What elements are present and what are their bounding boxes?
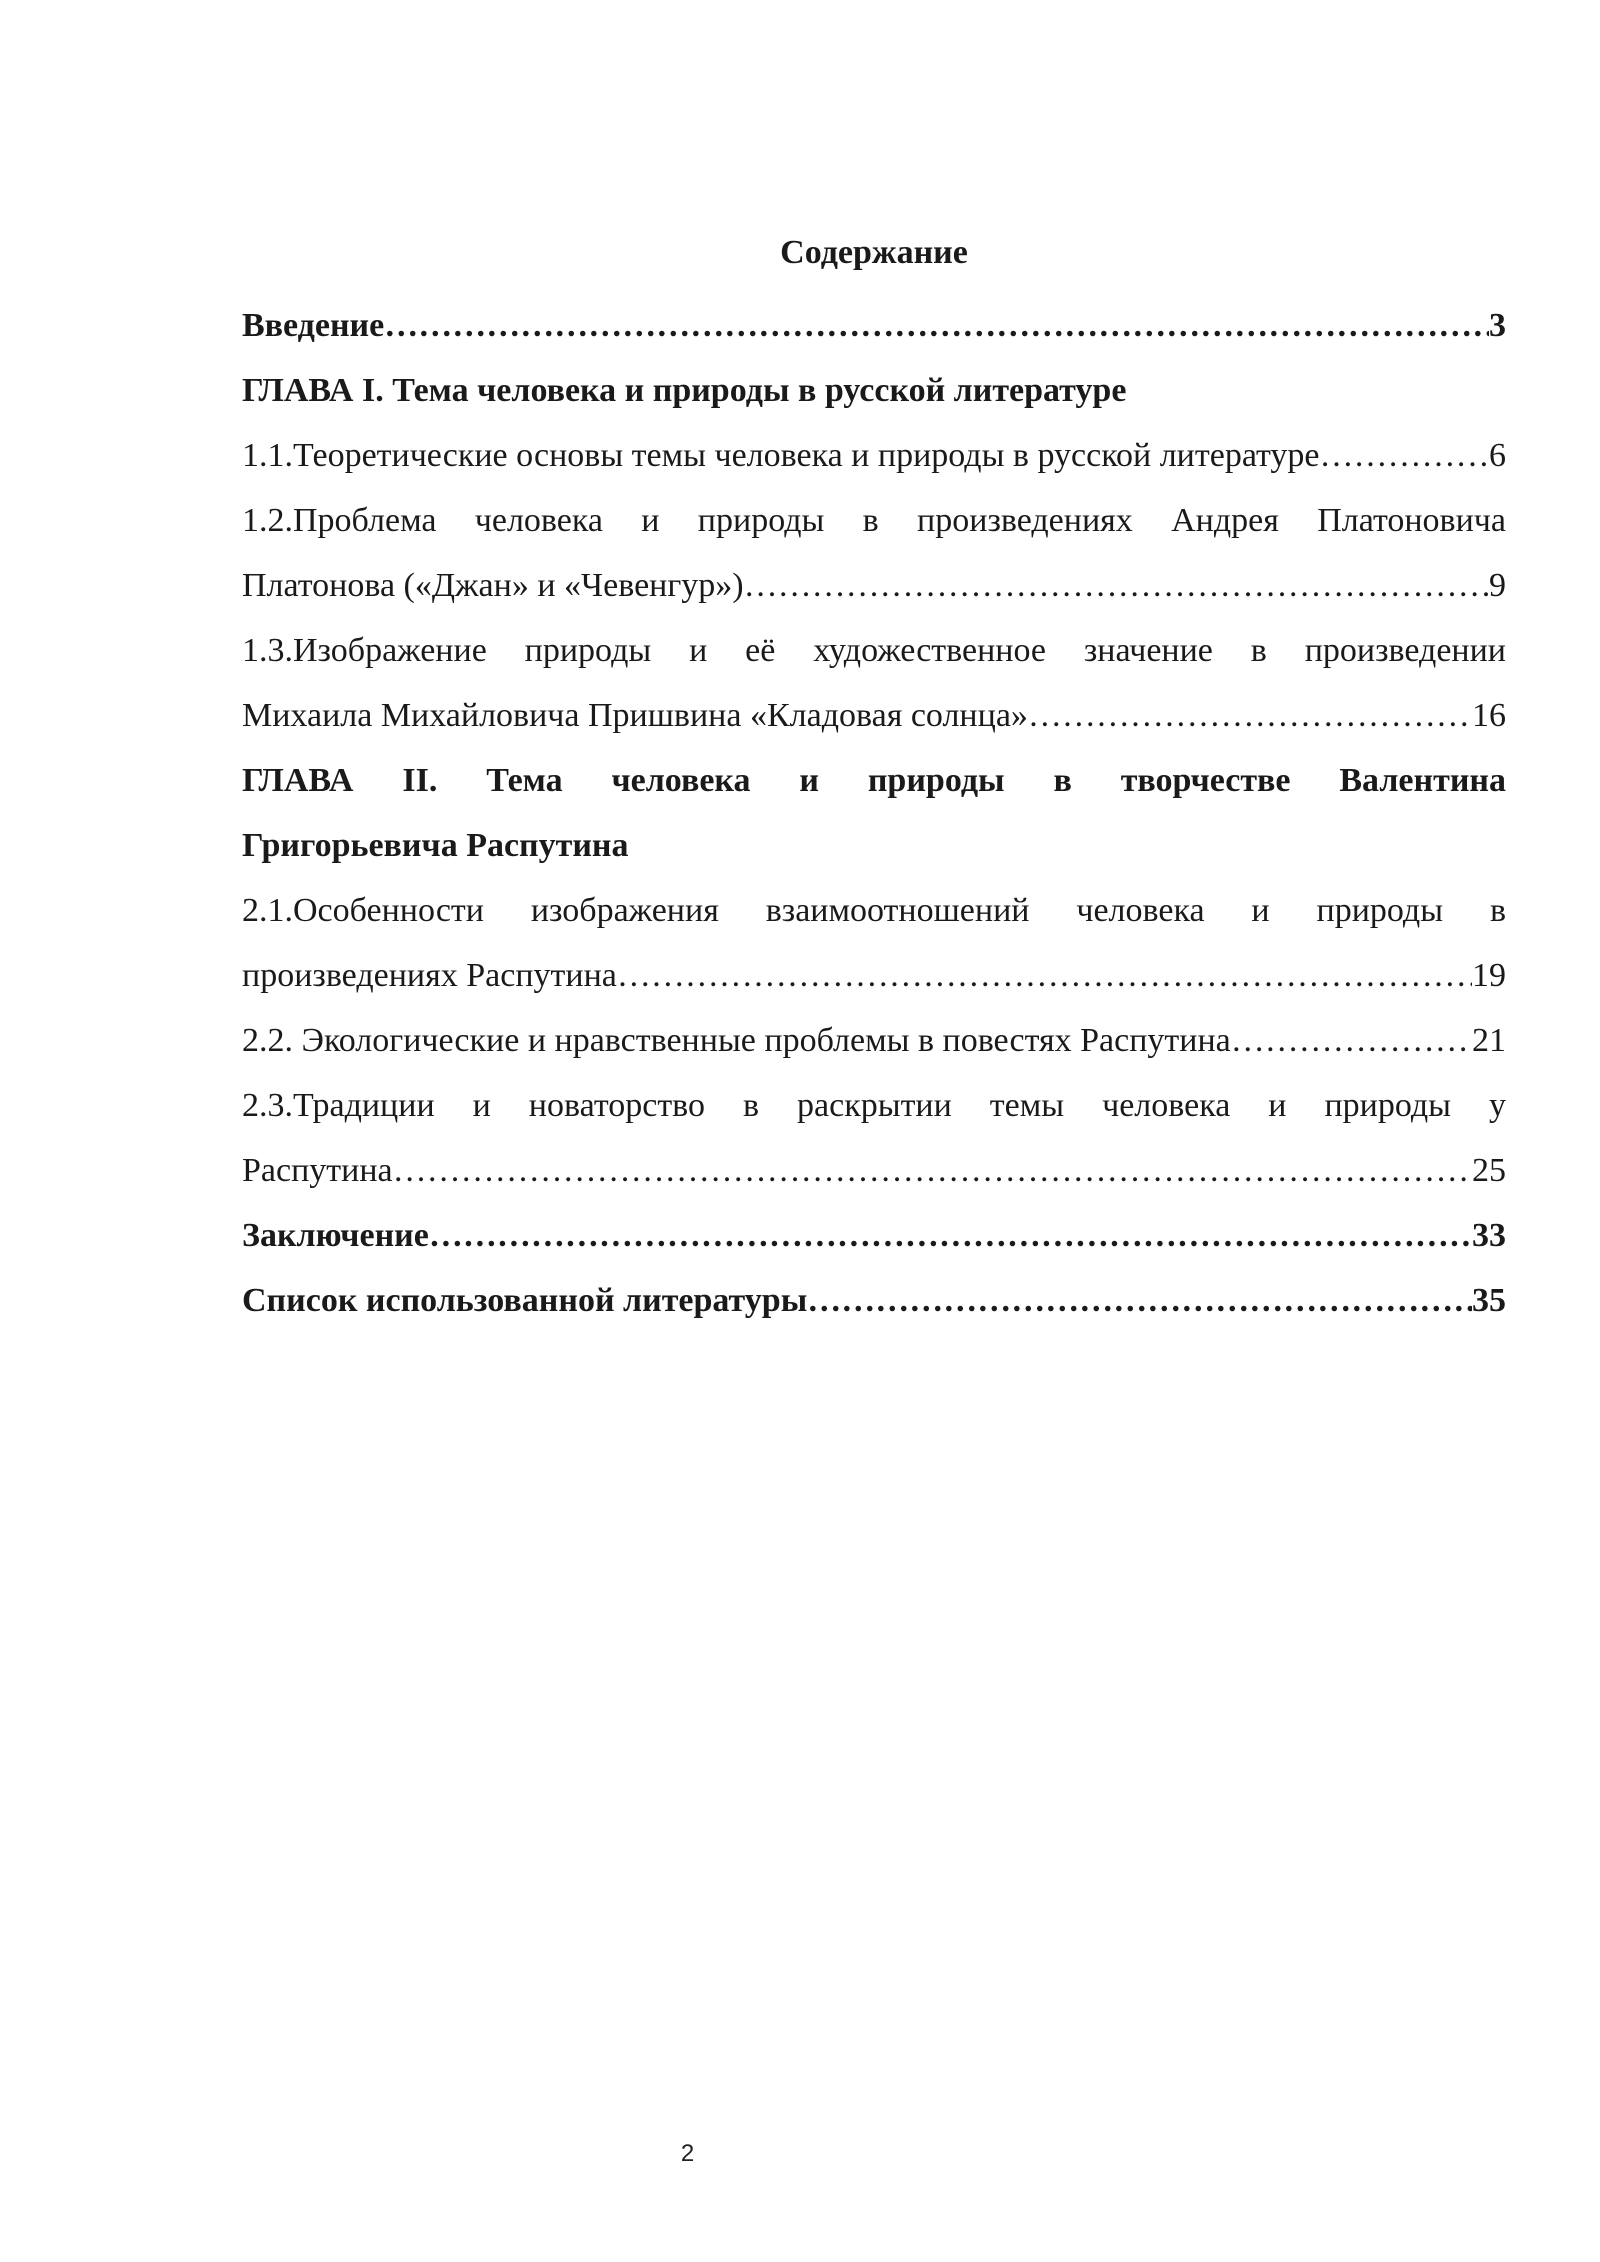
toc-entry-2-2 <box>242 1008 1506 1073</box>
toc-title: Содержание <box>780 234 968 271</box>
toc-chapter-2-heading-line1: ГЛАВА II. Тема человека и природы в творчестве Валентина <box>242 762 1506 799</box>
leader-dots <box>429 1203 1472 1268</box>
toc-entry-text: Список использованной литературы <box>242 1282 808 1319</box>
toc-entry-1-2-line1: 1.2.Проблема человека и природы в произведениях Андрея Платоновича <box>242 502 1506 539</box>
toc-entry-2-3-line1: 2.3.Традиции и новаторство в раскрытии темы человека и природы у <box>242 1087 1506 1124</box>
toc-entry-text: Михаила Михайловича Пришвина «Кладовая солнца» <box>242 697 1028 734</box>
toc-entry-1-1 <box>242 423 1506 488</box>
toc-entry-page: 35 <box>1472 1282 1506 1319</box>
toc-entry-page: 25 <box>1472 1152 1506 1189</box>
toc-entry-page: 6 <box>1489 437 1506 474</box>
toc-entry-1-3-line1: 1.3.Изображение природы и её художественное значение в произведении <box>242 632 1506 669</box>
toc-entry-text: 2.2. Экологические и нравственные проблемы в повестях Распутина <box>242 1022 1231 1059</box>
toc-entry-page: 33 <box>1472 1217 1506 1254</box>
toc-entry-bibliography <box>242 1268 1506 1333</box>
toc-entry-text: Распутина <box>242 1152 393 1189</box>
toc-entry-2-3-line2 <box>242 1138 1506 1203</box>
page-number: 2 <box>680 2140 695 2167</box>
toc-entry-2-1-line1: 2.1.Особенности изображения взаимоотношений человека и природы в <box>242 892 1506 929</box>
toc-entry-1-3-line2 <box>242 683 1506 748</box>
toc-entry-text: Введение <box>242 307 385 344</box>
toc-entry-conclusion <box>242 1203 1506 1268</box>
toc-entry-1-2-line2 <box>242 553 1506 618</box>
leader-dots <box>807 1268 1472 1333</box>
toc-entry-page: 19 <box>1472 957 1506 994</box>
toc-entry-introduction <box>242 293 1506 358</box>
leader-dots <box>1320 423 1489 488</box>
toc-entry-page: 9 <box>1489 567 1506 604</box>
leader-dots <box>617 943 1472 1008</box>
toc-entry-text: Заключение <box>242 1217 429 1254</box>
leader-dots <box>384 293 1489 358</box>
toc-entry-page: 3 <box>1489 307 1506 344</box>
toc-entry-2-1-line2 <box>242 943 1506 1008</box>
toc-entry-text: произведениях Распутина <box>242 957 617 994</box>
leader-dots <box>1028 683 1472 748</box>
toc-chapter-2-heading-line2: Григорьевича Распутина <box>242 827 629 864</box>
leader-dots <box>393 1138 1472 1203</box>
toc-entry-text: Платонова («Джан» и «Чевенгур») <box>242 567 744 604</box>
leader-dots <box>1231 1008 1472 1073</box>
toc-entry-text: 1.1.Теоретические основы темы человека и природы в русской литературе <box>242 437 1320 474</box>
toc-entry-page: 21 <box>1472 1022 1506 1059</box>
leader-dots <box>744 553 1489 618</box>
toc-entry-page: 16 <box>1472 697 1506 734</box>
table-of-contents <box>242 228 1506 1333</box>
toc-chapter-1-heading: ГЛАВА I. Тема человека и природы в русской литературе <box>242 372 1127 409</box>
